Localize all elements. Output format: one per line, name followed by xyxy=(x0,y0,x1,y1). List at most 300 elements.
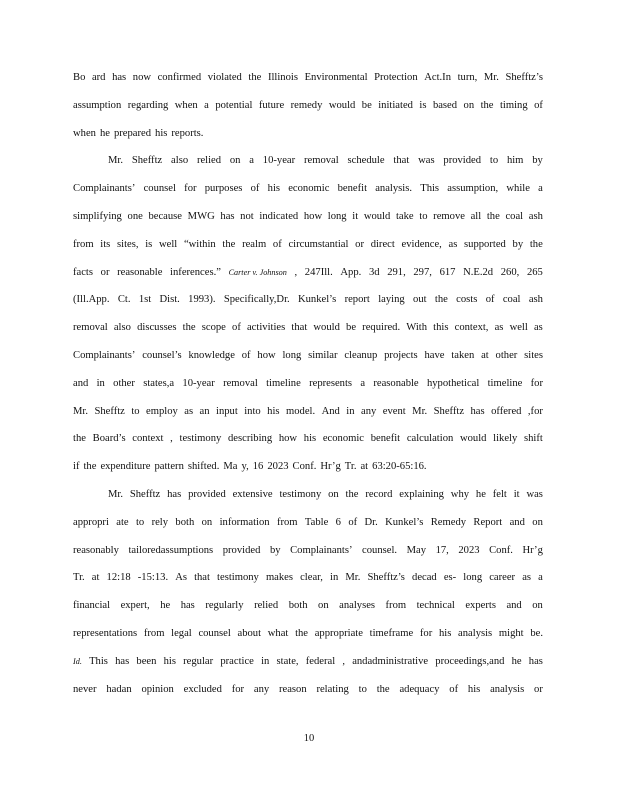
word: testimony xyxy=(179,433,222,445)
word: is xyxy=(419,99,427,111)
word: Mr. xyxy=(108,488,124,500)
word: removal xyxy=(73,322,108,334)
word: 10-year xyxy=(262,155,296,167)
word: testimony xyxy=(217,572,259,584)
word: 63:20-65:16. xyxy=(372,461,427,473)
word: Act.In xyxy=(424,72,452,83)
word: indicated xyxy=(259,210,299,222)
word: evidence, xyxy=(401,238,442,250)
word: to xyxy=(489,155,499,167)
word: costs xyxy=(456,294,478,306)
word: appropri xyxy=(73,516,109,528)
word: Shefftz xyxy=(94,405,125,417)
word: reasonable xyxy=(117,266,163,278)
text-line xyxy=(73,286,543,314)
word: taken xyxy=(451,349,475,361)
word: he xyxy=(475,488,486,500)
word: Ct. xyxy=(117,294,131,306)
word: opinion xyxy=(141,683,174,695)
citation-italic: Id. xyxy=(73,656,82,666)
word: model. xyxy=(286,405,316,417)
word: his xyxy=(267,183,281,195)
word: relating xyxy=(316,683,349,695)
word: or xyxy=(100,266,110,278)
word: as xyxy=(522,572,532,584)
word: 3d xyxy=(368,266,380,278)
word: As xyxy=(175,572,187,584)
word: one xyxy=(127,210,143,222)
word: never xyxy=(73,683,97,695)
body-text xyxy=(73,64,543,703)
word: Dr. xyxy=(364,516,378,528)
word: 17, xyxy=(435,544,449,556)
word: on xyxy=(229,155,241,167)
word: that xyxy=(393,155,410,167)
word: how xyxy=(257,349,276,361)
word: be. xyxy=(530,627,543,639)
text-line xyxy=(73,453,543,481)
word: the xyxy=(83,461,97,473)
word: And xyxy=(321,405,340,417)
text-line xyxy=(73,147,543,175)
word: of xyxy=(485,294,495,306)
word: pattern xyxy=(154,461,184,473)
word: not xyxy=(240,210,254,222)
word: by xyxy=(532,155,543,167)
word: out xyxy=(413,294,427,306)
word: coal xyxy=(502,294,521,306)
word: the xyxy=(434,294,448,306)
word: Protection xyxy=(374,72,418,83)
word: well xyxy=(509,322,528,334)
citation-italic: Carter v. Johnson xyxy=(228,267,287,277)
text-line xyxy=(73,564,543,592)
word: Table xyxy=(304,516,329,528)
word: Shefftz’s xyxy=(367,572,405,584)
word: benefit xyxy=(370,433,401,445)
word: sites xyxy=(524,349,543,361)
word: at xyxy=(481,349,489,361)
word: expert, xyxy=(120,600,150,612)
text-line xyxy=(73,342,543,370)
word: initiated xyxy=(378,99,413,111)
word: record xyxy=(365,488,393,500)
text-line xyxy=(73,231,543,259)
word: relied xyxy=(196,155,222,167)
word: violated xyxy=(207,72,242,83)
word: potential xyxy=(215,99,253,111)
word: timeline xyxy=(487,377,523,389)
word: would xyxy=(363,210,391,222)
word: take xyxy=(395,210,414,222)
word: calculation xyxy=(406,433,454,445)
word: in xyxy=(96,377,105,389)
word: the xyxy=(376,683,390,695)
word: future xyxy=(258,99,285,111)
word: on xyxy=(318,600,329,612)
word: 2023 xyxy=(458,544,480,556)
word: an xyxy=(199,405,210,417)
word: Conf. xyxy=(489,544,513,556)
word: 617 xyxy=(439,266,456,278)
word: in xyxy=(346,405,355,417)
word: why xyxy=(450,488,470,500)
text-line xyxy=(73,648,543,676)
word: Complainants’ xyxy=(73,183,136,195)
word: timeline xyxy=(266,377,301,389)
word: simplifying xyxy=(73,210,122,222)
word: was xyxy=(418,155,435,167)
word: felt xyxy=(492,488,507,500)
word: inferences.” xyxy=(170,266,221,278)
word: projects xyxy=(384,349,418,361)
word: his xyxy=(155,127,168,139)
word: long xyxy=(463,572,483,584)
word: decad xyxy=(412,572,437,584)
word: remedy xyxy=(290,99,323,111)
word: y, xyxy=(241,461,249,473)
text-line xyxy=(73,64,543,92)
word: and xyxy=(506,600,522,612)
text-line xyxy=(73,370,543,398)
word: App. xyxy=(340,266,362,278)
word: about xyxy=(237,627,262,639)
word: the xyxy=(182,322,196,334)
word: context xyxy=(132,433,164,445)
word: in xyxy=(330,572,339,584)
word: from xyxy=(73,238,94,250)
word: the xyxy=(248,72,262,83)
word: similar xyxy=(308,349,338,361)
word: ard xyxy=(91,72,106,83)
word: also xyxy=(171,155,189,167)
word: the xyxy=(529,238,543,250)
word: hadan xyxy=(106,683,132,695)
word: Tr. xyxy=(73,572,85,584)
word: counsel’s xyxy=(142,349,182,361)
word: to xyxy=(135,516,145,528)
word: 16 xyxy=(252,461,264,473)
word: economic xyxy=(322,433,365,445)
word: Complainants’ xyxy=(73,349,136,361)
text-line xyxy=(73,481,543,509)
word: context, xyxy=(454,322,489,334)
word: as xyxy=(494,322,504,334)
word: clear, xyxy=(300,572,323,584)
word: while xyxy=(506,183,530,195)
word: to xyxy=(419,210,428,222)
word: Shefftz xyxy=(129,488,161,500)
word: extensive xyxy=(232,488,273,500)
word: 265 xyxy=(526,266,543,278)
word: as xyxy=(448,238,458,250)
word: by xyxy=(269,544,281,556)
word: provided xyxy=(222,544,261,556)
word: other xyxy=(495,349,518,361)
word: Hr’g xyxy=(320,461,341,473)
word: or xyxy=(355,238,364,250)
word: , xyxy=(294,266,298,278)
word: of xyxy=(272,238,282,250)
word: a xyxy=(204,99,209,111)
word: career xyxy=(489,572,516,584)
word: from xyxy=(385,600,407,612)
word: ash xyxy=(528,210,543,222)
word: Complainants’ xyxy=(290,544,353,556)
word: economic xyxy=(288,183,330,195)
word: would xyxy=(328,99,356,111)
word: tailoredassumptions xyxy=(128,544,214,556)
word: his xyxy=(163,655,176,667)
word: other xyxy=(113,377,135,389)
word: cleanup xyxy=(344,349,378,361)
word: financial xyxy=(73,600,111,612)
word: Illinois xyxy=(267,72,298,83)
word: makes xyxy=(265,572,294,584)
word: was xyxy=(526,488,543,500)
word: provided xyxy=(188,488,226,500)
word: the xyxy=(345,488,359,500)
word: 291, xyxy=(387,266,406,278)
word: coal xyxy=(505,210,524,222)
word: , xyxy=(170,433,173,445)
word: knowledge xyxy=(188,349,235,361)
word: has xyxy=(470,405,485,417)
word: on xyxy=(463,99,475,111)
word: it xyxy=(352,210,359,222)
word: regular xyxy=(183,655,214,667)
word: his xyxy=(438,627,452,639)
word: Shefftz xyxy=(433,405,465,417)
word: 6 xyxy=(335,516,341,528)
word: to xyxy=(131,405,140,417)
word: remove xyxy=(433,210,465,222)
word: facts xyxy=(73,266,93,278)
word: of xyxy=(250,183,260,195)
word: also xyxy=(113,322,131,334)
word: excluded xyxy=(183,683,222,695)
text-line xyxy=(73,203,543,231)
text-line xyxy=(73,620,543,648)
word: expenditure xyxy=(100,461,151,473)
word: a xyxy=(360,377,366,389)
word: of xyxy=(232,322,241,334)
word: Kunkel’s xyxy=(385,516,424,528)
word: because xyxy=(148,210,182,222)
word: direct xyxy=(370,238,395,250)
word: This xyxy=(420,183,440,195)
word: supported xyxy=(464,238,506,250)
word: on xyxy=(328,488,339,500)
word: he xyxy=(99,127,110,139)
word: when xyxy=(174,99,198,111)
word: removal xyxy=(223,377,258,389)
word: as xyxy=(184,405,194,417)
word: regularly xyxy=(205,600,244,612)
word: Mr. xyxy=(345,572,361,584)
word: when xyxy=(73,127,96,139)
text-line xyxy=(73,592,543,620)
paragraph xyxy=(73,64,543,147)
word: as xyxy=(533,322,543,334)
word: the xyxy=(480,99,494,111)
word: information xyxy=(219,516,270,528)
word: how xyxy=(303,210,323,222)
word: With xyxy=(406,322,428,334)
word: event xyxy=(382,405,406,417)
word: has xyxy=(112,72,127,83)
word: the xyxy=(73,433,86,445)
word: might xyxy=(498,627,524,639)
word: Report xyxy=(473,516,503,528)
word: of xyxy=(348,516,358,528)
word: to xyxy=(358,683,367,695)
word: hypothetical xyxy=(426,377,480,389)
text-line xyxy=(73,120,543,148)
word: shift xyxy=(523,433,543,445)
word: all xyxy=(470,210,482,222)
word: legal xyxy=(171,627,192,639)
word: both xyxy=(288,600,308,612)
word: Specifically,Dr. xyxy=(223,294,290,306)
word: testimony xyxy=(279,488,322,500)
word: counsel. xyxy=(362,544,398,556)
word: from xyxy=(143,627,165,639)
word: long xyxy=(327,210,347,222)
word: the xyxy=(295,627,309,639)
word: assumption xyxy=(73,99,122,111)
word: or xyxy=(534,683,543,695)
word: Environmental xyxy=(304,72,368,83)
word: into xyxy=(244,405,261,417)
word: be xyxy=(346,322,357,334)
word: any xyxy=(361,405,377,417)
word: schedule xyxy=(347,155,385,167)
word: federal xyxy=(305,655,336,667)
word: purposes xyxy=(204,183,243,195)
word: how xyxy=(278,433,298,445)
word: activities xyxy=(246,322,286,334)
word: provided xyxy=(443,155,482,167)
word: of xyxy=(449,683,459,695)
word: both xyxy=(175,516,195,528)
word: have xyxy=(424,349,445,361)
word: for xyxy=(530,377,543,389)
word: rely xyxy=(151,516,169,528)
word: 260, xyxy=(500,266,520,278)
word: at xyxy=(91,572,100,584)
text-line xyxy=(73,314,543,342)
word: Remedy xyxy=(430,516,467,528)
word: 1st xyxy=(138,294,152,306)
word: Mr. xyxy=(73,405,89,417)
word: 297, xyxy=(413,266,432,278)
word: 2023 xyxy=(267,461,289,473)
word: his xyxy=(303,433,317,445)
word: May xyxy=(406,544,427,556)
word: scope xyxy=(201,322,226,334)
word: Conf. xyxy=(292,461,317,473)
word: on xyxy=(201,516,213,528)
word: technical xyxy=(416,600,455,612)
word: for xyxy=(231,683,245,695)
word: state, xyxy=(276,655,299,667)
word: input xyxy=(216,405,238,417)
paragraph xyxy=(73,481,543,703)
word: relied xyxy=(254,600,279,612)
word: adequacy xyxy=(399,683,440,695)
word: practice xyxy=(220,655,254,667)
word: counsel xyxy=(198,627,231,639)
word: analysis xyxy=(490,683,525,695)
word: Kunkel’s xyxy=(297,294,337,306)
word: Board’s xyxy=(92,433,126,445)
word: Mr. xyxy=(108,155,124,167)
word: his xyxy=(467,683,481,695)
word: and xyxy=(509,516,525,528)
word: based xyxy=(432,99,458,111)
text-line xyxy=(73,509,543,537)
word: (Ill.App. xyxy=(73,294,110,306)
word: required. xyxy=(362,322,401,334)
word: Mr. xyxy=(412,405,428,417)
word: he xyxy=(511,655,522,667)
word: a xyxy=(538,572,543,584)
word: that xyxy=(194,572,210,584)
word: the xyxy=(486,210,500,222)
word: offered xyxy=(491,405,522,417)
text-line xyxy=(73,425,543,453)
word: 10-year xyxy=(182,377,215,389)
word: on xyxy=(532,516,543,528)
word: appropriate xyxy=(314,627,363,639)
paragraph xyxy=(73,147,543,481)
word: reasonably xyxy=(73,544,119,556)
word: what xyxy=(267,627,289,639)
word: discusses xyxy=(137,322,177,334)
word: realm xyxy=(242,238,267,250)
word: this xyxy=(433,322,449,334)
word: explaining xyxy=(399,488,444,500)
word: it xyxy=(513,488,520,500)
word: counsel xyxy=(143,183,176,195)
word: timeframe xyxy=(369,627,414,639)
word: on xyxy=(532,600,543,612)
word: experts xyxy=(465,600,496,612)
word: would xyxy=(313,322,340,334)
text-line xyxy=(73,92,543,120)
word: ate xyxy=(116,516,129,528)
word: likely xyxy=(493,433,518,445)
word: he xyxy=(160,600,171,612)
word: represents xyxy=(309,377,353,389)
text-line xyxy=(73,259,543,287)
word: analysis xyxy=(458,627,493,639)
word: is xyxy=(145,238,153,250)
word: him xyxy=(506,155,524,167)
text-line xyxy=(73,398,543,426)
word: has xyxy=(180,600,195,612)
word: 12:18 xyxy=(106,572,131,584)
word: MWG xyxy=(187,210,215,222)
word: a xyxy=(538,183,543,195)
word: 247Ill. xyxy=(304,266,333,278)
word: reports. xyxy=(171,127,204,139)
word: Mr. xyxy=(483,72,499,83)
word: the xyxy=(222,238,236,250)
word: would xyxy=(459,433,487,445)
text-line xyxy=(73,537,543,565)
